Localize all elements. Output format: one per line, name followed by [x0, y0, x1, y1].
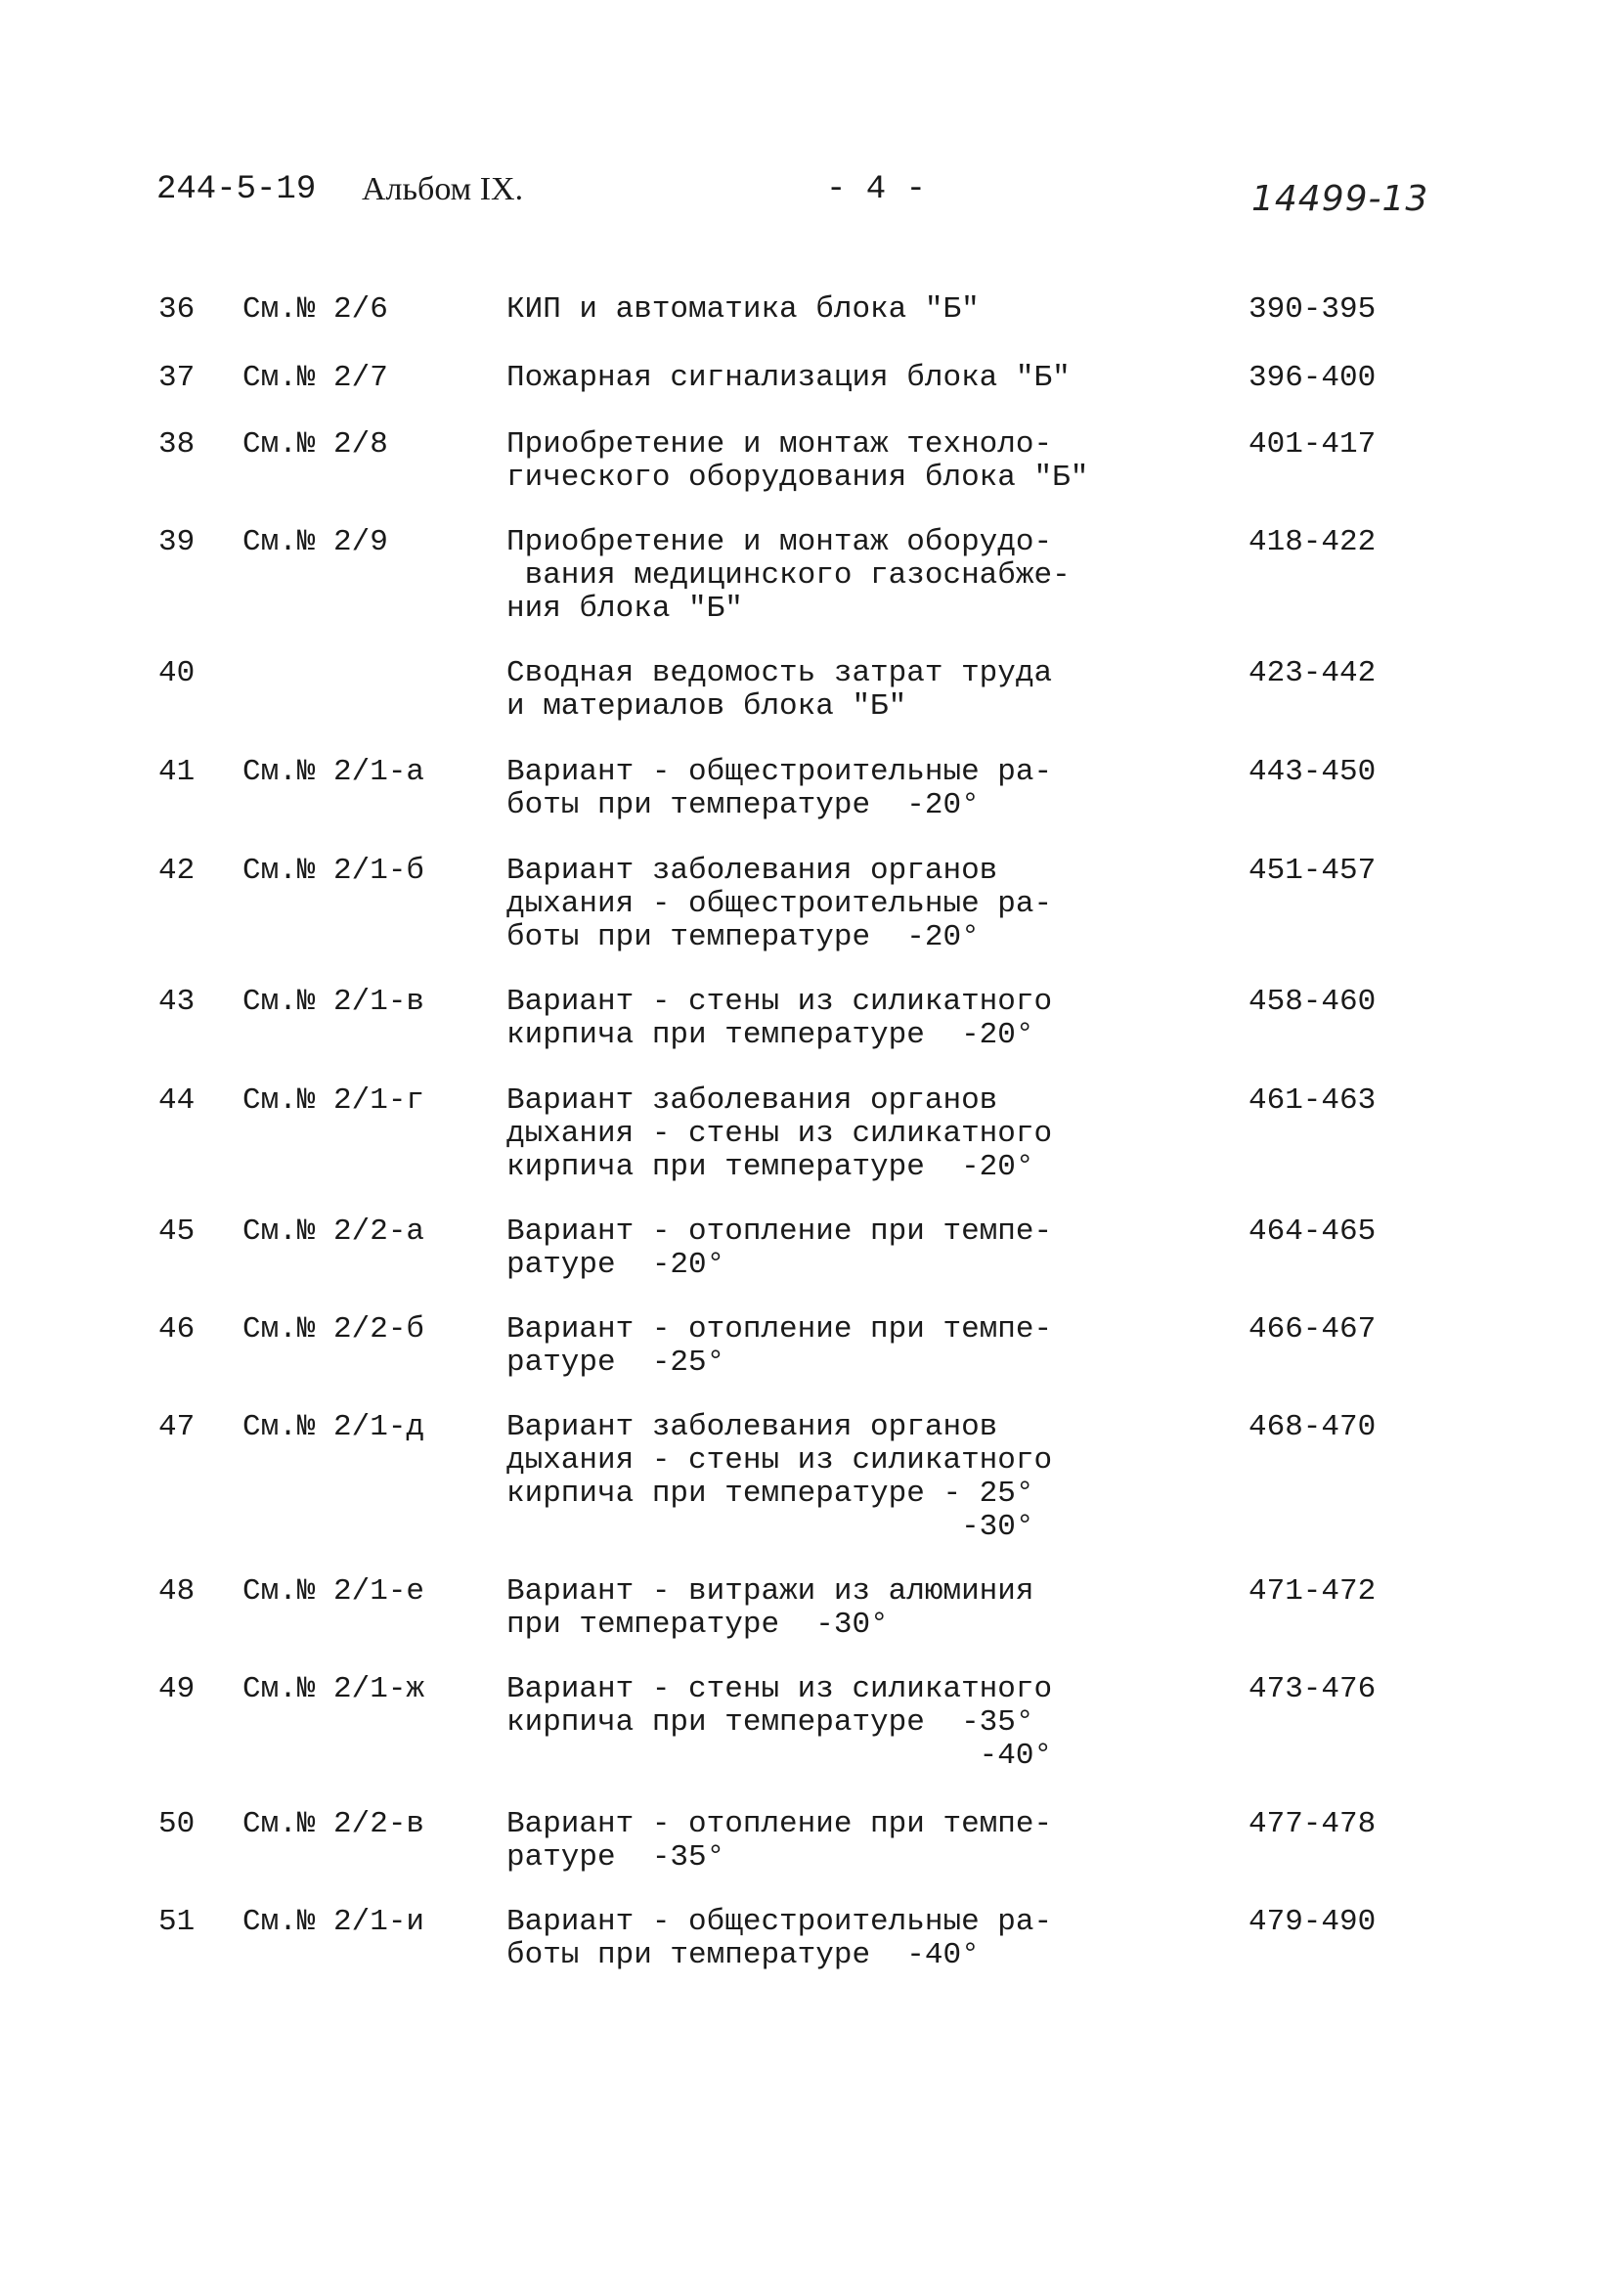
description-line: КИП и автоматика блока "Б"	[506, 292, 980, 327]
description-line: Вариант - общестроительные ра-	[506, 755, 1053, 789]
description-line: Приобретение и монтаж оборудо-	[506, 525, 1053, 559]
entry-number: 38	[158, 427, 196, 462]
entry-number: 50	[158, 1807, 196, 1841]
entry-reference: См.№ 2/2-а	[242, 1214, 425, 1249]
entry-reference: См.№ 2/1-в	[242, 985, 425, 1019]
description-line: кирпича при температуре -20°	[506, 1018, 1034, 1052]
entry-number: 40	[158, 656, 196, 690]
entry-number: 43	[158, 985, 196, 1019]
entry-page-range: 473-476	[1249, 1672, 1377, 1706]
entry-description	[506, 1575, 1269, 1642]
description-line: Вариант заболевания органов	[506, 1083, 998, 1118]
album-label: Альбом IX.	[362, 171, 524, 207]
description-line: кирпича при температуре -35°	[506, 1705, 1034, 1740]
document-code: 244-5-19	[156, 171, 317, 208]
description-line: дыхания - стены из силикатного	[506, 1117, 1053, 1151]
description-line: Вариант - отопление при темпе-	[506, 1312, 1053, 1347]
description-line: -30°	[506, 1510, 1034, 1544]
entry-reference: См.№ 2/1-г	[242, 1083, 425, 1118]
entry-description	[506, 855, 1269, 954]
entry-description	[506, 1215, 1269, 1282]
entry-page-range: 443-450	[1249, 755, 1377, 789]
description-line: дыхания - общестроительные ра-	[506, 887, 1053, 921]
handwritten-number: 14499-13	[1251, 179, 1429, 219]
page-number: - 4 -	[826, 171, 927, 208]
entry-page-range: 468-470	[1249, 1410, 1377, 1444]
entry-reference: См.№ 2/1-б	[242, 854, 425, 888]
entry-page-range: 479-490	[1249, 1905, 1377, 1939]
description-line: Сводная ведомость затрат труда	[506, 656, 1053, 690]
entry-description	[506, 1808, 1269, 1875]
description-line: боты при температуре -20°	[506, 788, 980, 822]
entry-reference: См.№ 2/2-б	[242, 1312, 425, 1347]
entry-number: 45	[158, 1214, 196, 1249]
entry-number: 48	[158, 1574, 196, 1609]
description-line: при температуре -30°	[506, 1608, 889, 1642]
entry-reference: См.№ 2/1-ж	[242, 1672, 425, 1706]
description-line: Вариант заболевания органов	[506, 854, 998, 888]
entry-number: 46	[158, 1312, 196, 1347]
description-line: кирпича при температуре - 25°	[506, 1477, 1034, 1511]
entry-reference: См.№ 2/1-е	[242, 1574, 425, 1609]
description-line: ратуре -25°	[506, 1346, 725, 1380]
entry-number: 44	[158, 1083, 196, 1118]
entry-number: 39	[158, 525, 196, 559]
entry-reference: См.№ 2/8	[242, 427, 388, 462]
entry-page-range: 390-395	[1249, 292, 1377, 327]
entry-description	[506, 756, 1269, 822]
entry-description	[506, 986, 1269, 1052]
entry-number: 41	[158, 755, 196, 789]
description-line: боты при температуре -20°	[506, 920, 980, 954]
entry-description	[506, 526, 1269, 626]
entry-reference: См.№ 2/9	[242, 525, 388, 559]
description-line: гического оборудования блока "Б"	[506, 461, 1089, 495]
description-line: кирпича при температуре -20°	[506, 1150, 1034, 1184]
entry-page-range: 396-400	[1249, 361, 1377, 395]
description-line: -40°	[506, 1739, 1053, 1773]
entry-number: 49	[158, 1672, 196, 1706]
description-line: Вариант - витражи из алюминия	[506, 1574, 1034, 1609]
entry-number: 51	[158, 1905, 196, 1939]
entry-page-range: 401-417	[1249, 427, 1377, 462]
entry-reference: См.№ 2/1-а	[242, 755, 425, 789]
description-line: Вариант заболевания органов	[506, 1410, 998, 1444]
entry-description	[506, 1084, 1269, 1184]
entry-description	[506, 1906, 1269, 1972]
description-line: вания медицинского газоснабже-	[506, 558, 1071, 593]
page-header	[156, 171, 1447, 230]
description-line: Вариант - отопление при темпе-	[506, 1807, 1053, 1841]
entry-page-range: 461-463	[1249, 1083, 1377, 1118]
entry-page-range: 451-457	[1249, 854, 1377, 888]
entry-description	[506, 362, 1269, 395]
entry-reference: См.№ 2/7	[242, 361, 388, 395]
description-line: и материалов блока "Б"	[506, 689, 907, 724]
entry-reference: См.№ 2/1-и	[242, 1905, 425, 1939]
description-line: Пожарная сигнализация блока "Б"	[506, 361, 1071, 395]
entry-description	[506, 657, 1269, 724]
entry-number: 47	[158, 1410, 196, 1444]
description-line: ния блока "Б"	[506, 592, 743, 626]
entry-page-range: 423-442	[1249, 656, 1377, 690]
description-line: боты при температуре -40°	[506, 1938, 980, 1972]
entry-page-range: 471-472	[1249, 1574, 1377, 1609]
entry-description	[506, 293, 1269, 327]
entry-description	[506, 1411, 1269, 1544]
description-line: дыхания - стены из силикатного	[506, 1443, 1053, 1478]
entry-reference: См.№ 2/6	[242, 292, 388, 327]
description-line: Вариант - стены из силикатного	[506, 985, 1053, 1019]
entry-page-range: 477-478	[1249, 1807, 1377, 1841]
description-line: Приобретение и монтаж техноло-	[506, 427, 1053, 462]
entry-page-range: 466-467	[1249, 1312, 1377, 1347]
description-line: ратуре -20°	[506, 1248, 725, 1282]
entry-number: 36	[158, 292, 196, 327]
description-line: Вариант - отопление при темпе-	[506, 1214, 1053, 1249]
entry-reference: См.№ 2/2-в	[242, 1807, 425, 1841]
description-line: ратуре -35°	[506, 1840, 725, 1875]
entry-page-range: 418-422	[1249, 525, 1377, 559]
entry-description	[506, 1673, 1269, 1773]
entry-page-range: 464-465	[1249, 1214, 1377, 1249]
description-line: Вариант - стены из силикатного	[506, 1672, 1053, 1706]
entry-number: 42	[158, 854, 196, 888]
entry-reference: См.№ 2/1-д	[242, 1410, 425, 1444]
entry-description	[506, 1313, 1269, 1380]
entry-page-range: 458-460	[1249, 985, 1377, 1019]
description-line: Вариант - общестроительные ра-	[506, 1905, 1053, 1939]
entry-number: 37	[158, 361, 196, 395]
entry-description	[506, 428, 1269, 495]
